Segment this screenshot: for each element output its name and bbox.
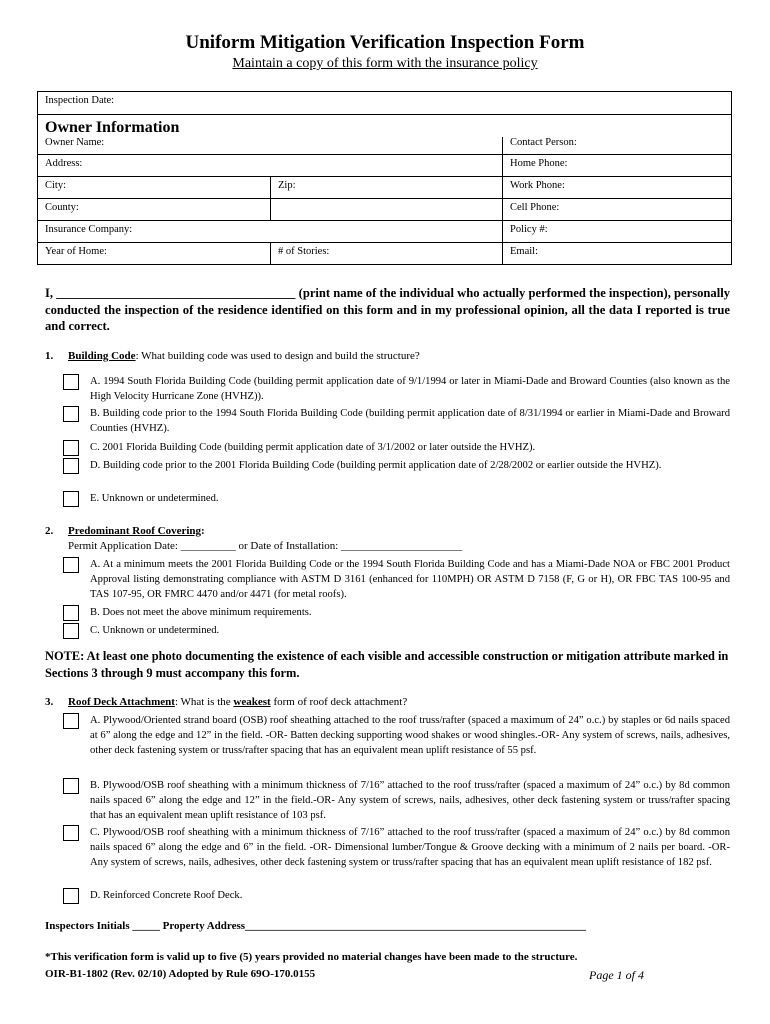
insurance-row [38, 220, 731, 242]
q3-option-b [63, 778, 730, 825]
home-phone-field[interactable]: Home Phone: [502, 155, 731, 176]
photo-note: NOTE: At least one photo documenting the existence of each visible and accessible construction or mitigation attribute marked in Sections 3 through 9 must accompany this form. [45, 649, 729, 680]
q3-heading: Roof Deck Attachment [68, 696, 175, 708]
q2-option-c-text: C. Unknown or undetermined. [90, 625, 220, 636]
q3-question-pre: : What is the [174, 696, 234, 708]
q2-option-b [63, 605, 730, 622]
owner-name-row [38, 137, 731, 154]
checkbox[interactable] [63, 623, 79, 639]
inspection-date-field[interactable]: Inspection Date: [45, 95, 115, 106]
owner-information-table [37, 91, 732, 265]
owner-name-field[interactable]: Owner Name: [45, 137, 105, 148]
checkbox[interactable] [63, 458, 79, 474]
policy-number-field[interactable]: Policy #: [502, 221, 731, 242]
q2-option-b-text: B. Does not meet the above minimum requirements. [90, 607, 312, 618]
year-of-home-field[interactable]: Year of Home: [45, 246, 107, 257]
q1-heading: Building Code [68, 350, 136, 362]
county-blank-field[interactable] [270, 199, 502, 220]
checkbox[interactable] [63, 605, 79, 621]
q1-question: : What building code was used to design and build the structure? [135, 350, 420, 362]
q2-permit-line[interactable]: Permit Application Date: __________ or Date of Installation: ______________________ [68, 540, 463, 552]
q2-header [45, 525, 205, 537]
validity-note: *This verification form is valid up to five (5) years provided no material changes have been made to the structure. [45, 951, 578, 963]
q1-option-e-text: E. Unknown or undetermined. [90, 493, 219, 504]
checkbox[interactable] [63, 778, 79, 794]
q1-option-b-text: B. Building code prior to the 1994 South Florida Building Code (building permit application date of 8/31/1994 or earlier in Miami-Dade and Broward Counties (HVHZ). [90, 408, 730, 434]
q1-option-e [63, 491, 730, 508]
q2-colon: : [201, 525, 205, 537]
checkbox[interactable] [63, 825, 79, 841]
checkbox[interactable] [63, 713, 79, 729]
work-phone-field[interactable]: Work Phone: [502, 177, 731, 198]
form-subtitle: Maintain a copy of this form with the insurance policy [232, 56, 538, 71]
q2-option-a [63, 557, 730, 604]
q1-option-c [63, 440, 730, 457]
q1-option-d [63, 458, 730, 490]
city-row [38, 176, 731, 198]
q1-option-b [63, 406, 730, 438]
owner-information-heading: Owner Information [45, 119, 180, 136]
inspector-statement: I, ______________________________________ (print name of the individual who actually performed the inspection), personally conducted the inspection of the residence identified on this form and in my professional opinion, all the data I reported is true and correct. [45, 286, 730, 333]
inspector-initials-line[interactable]: Inspectors Initials _____ Property Address______________________________________________________________ [45, 920, 587, 932]
q1-option-a [63, 374, 730, 406]
checkbox[interactable] [63, 374, 79, 390]
address-field[interactable]: Address: [45, 158, 83, 169]
inspection-date-row [38, 92, 731, 114]
cell-phone-field[interactable]: Cell Phone: [502, 199, 731, 220]
address-row [38, 154, 731, 176]
city-field[interactable]: City: [45, 180, 67, 191]
contact-person-field[interactable]: Contact Person: [502, 137, 731, 154]
q3-option-c-text: C. Plywood/OSB roof sheathing with a minimum thickness of 7/16” attached to the roof truss/rafter (spaced a maximum of 24” o.c.) by 8d common nails spaced 6” along the edge and 6” in the field. -OR- Dimensional lumber/Tongue & Groove decking with a minimum of 2 nails per board. -OR- Any system of screws, nails, adhesives, other deck fastening system or truss/rafter spacing that has an equivalent mean uplift resistance of 182 psf. [90, 827, 730, 868]
q3-option-d [63, 888, 730, 905]
stories-field[interactable]: # of Stories: [270, 243, 502, 264]
q3-option-a [63, 713, 730, 775]
q3-number: 3. [45, 696, 54, 708]
q3-option-d-text: D. Reinforced Concrete Roof Deck. [90, 890, 243, 901]
checkbox[interactable] [63, 406, 79, 422]
q3-option-c [63, 825, 730, 887]
page-number: Page 1 of 4 [589, 968, 644, 982]
year-row [38, 242, 731, 264]
checkbox[interactable] [63, 557, 79, 573]
q3-question-post: form of roof deck attachment? [270, 696, 408, 708]
checkbox[interactable] [63, 440, 79, 456]
zip-field[interactable]: Zip: [270, 177, 502, 198]
q1-option-c-text: C. 2001 Florida Building Code (building permit application date of 3/1/2002 or later outside the HVHZ). [90, 442, 536, 453]
q3-question-emph: weakest [233, 696, 271, 708]
q2-heading: Predominant Roof Covering [68, 525, 202, 537]
q2-option-c [63, 623, 730, 640]
q2-number: 2. [45, 525, 54, 537]
q1-header [45, 350, 420, 362]
county-row [38, 198, 731, 220]
q1-option-d-text: D. Building code prior to the 2001 Florida Building Code (building permit application date of 2/28/2002 or earlier outside the HVHZ). [90, 460, 662, 471]
q2-option-a-text: A. At a minimum meets the 2001 Florida Building Code or the 1994 South Florida Building Code and has a Miami-Dade NOA or FBC 2001 Product Approval listing demonstrating compliance with ASTM D 3161 (enhanced for 110MPH) OR ASTM D 7158 (F, G or H), OR FBC TAS 100-95 and TAS 107-95, OR FMRC 4470 and/or 4471 (for metal roofs). [90, 559, 730, 600]
q1-option-a-text: A. 1994 South Florida Building Code (building permit application date of 9/1/1994 or later in Miami-Dade and Broward Counties (also known as the High Velocity Hurricane Zone (HVHZ)). [90, 376, 730, 402]
insurance-company-field[interactable]: Insurance Company: [45, 224, 133, 235]
q1-number: 1. [45, 350, 54, 362]
form-id: OIR-B1-1802 (Rev. 02/10) Adopted by Rule 69O-170.0155 [45, 968, 316, 980]
county-field[interactable]: County: [45, 202, 79, 213]
checkbox[interactable] [63, 491, 79, 507]
owner-heading-row [38, 114, 731, 137]
q3-option-a-text: A. Plywood/Oriented strand board (OSB) roof sheathing attached to the roof truss/rafter (spaced a maximum of 24” o.c.) by staples or 6d nails spaced at 6” along the edge and 12” in the field. -OR- Batten decking supporting wood shakes or wood shingles.-OR- Any system of screws, nails, adhesives, other deck fastening system or truss/rafter spacing that has an equivalent mean uplift resistance of 55 psf. [90, 715, 730, 756]
email-field[interactable]: Email: [502, 243, 731, 264]
form-title: Uniform Mitigation Verification Inspection Form [185, 32, 585, 53]
q3-header [45, 696, 407, 708]
q3-option-b-text: B. Plywood/OSB roof sheathing with a minimum thickness of 7/16” attached to the roof truss/rafter (spaced a maximum of 24” o.c.) by 8d common nails spaced 6” along the edge and 12” in the field.-OR- Any system of screws, nails, adhesives, other deck fastening system or truss/rafter spacing that has an equivalent mean uplift resistance of 103 psf. [90, 780, 730, 821]
checkbox[interactable] [63, 888, 79, 904]
